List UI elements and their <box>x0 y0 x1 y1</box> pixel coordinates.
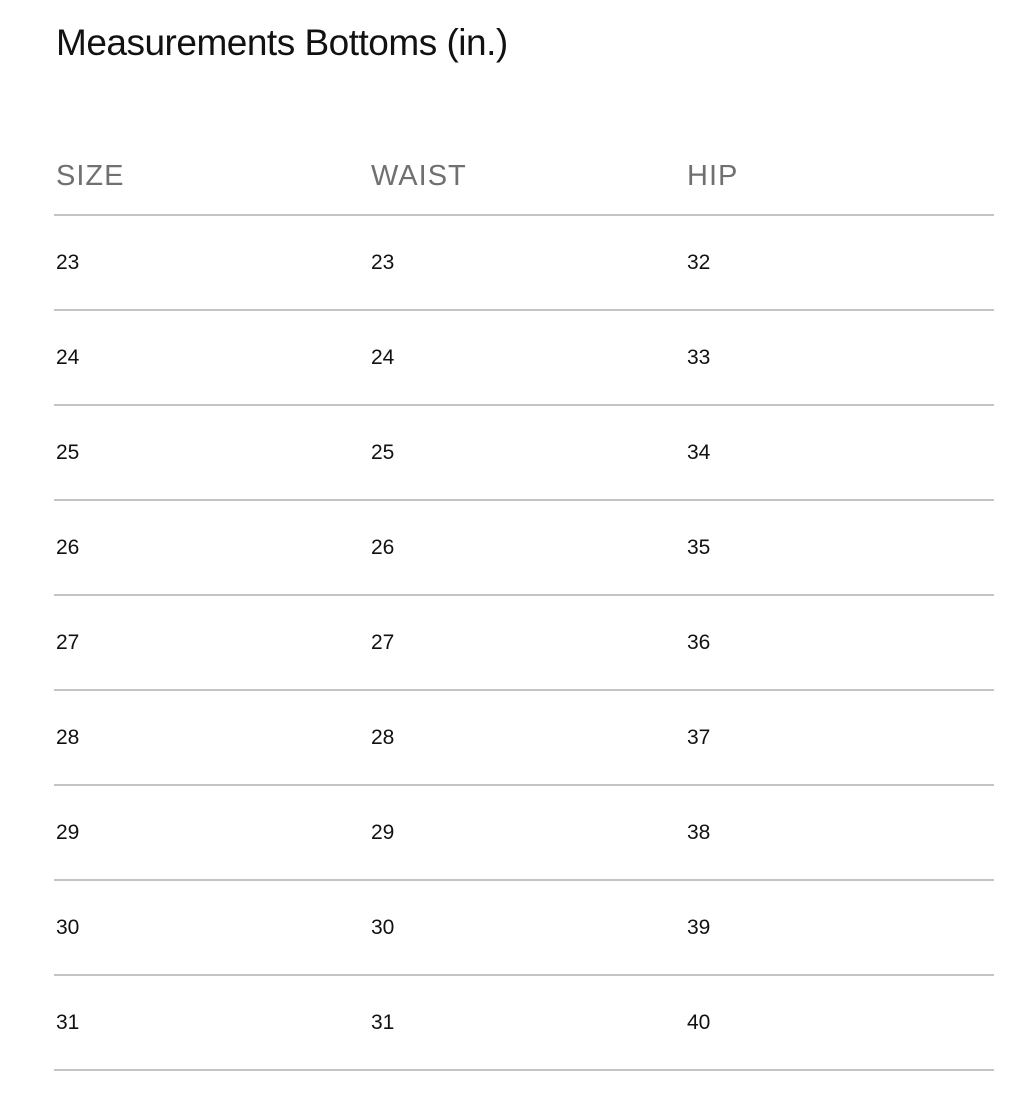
table-row <box>54 310 994 405</box>
hip-cell: 40 <box>687 1010 711 1034</box>
waist-cell: 25 <box>371 440 395 464</box>
table-row <box>54 785 994 880</box>
hip-cell: 36 <box>687 630 711 654</box>
table-row <box>54 880 994 975</box>
hip-cell: 34 <box>687 440 711 464</box>
waist-cell: 29 <box>371 820 395 844</box>
size-cell: 27 <box>56 630 80 654</box>
waist-cell: 27 <box>371 630 395 654</box>
size-cell: 30 <box>56 915 80 939</box>
waist-cell: 23 <box>371 250 395 274</box>
column-header-hip: HIP <box>687 159 739 192</box>
table-row <box>54 975 994 1070</box>
table-row <box>54 500 994 595</box>
column-header-size: SIZE <box>56 159 125 192</box>
table-body <box>54 215 994 1070</box>
hip-cell: 38 <box>687 820 711 844</box>
size-cell: 25 <box>56 440 80 464</box>
header-row <box>54 138 994 215</box>
hip-cell: 32 <box>687 250 711 274</box>
hip-cell: 35 <box>687 535 711 559</box>
waist-cell: 30 <box>371 915 395 939</box>
page-title: Measurements Bottoms (in.) <box>56 22 508 63</box>
table-row <box>54 215 994 310</box>
size-cell: 26 <box>56 535 80 559</box>
hip-cell: 33 <box>687 345 711 369</box>
size-cell: 24 <box>56 345 80 369</box>
size-cell: 23 <box>56 250 80 274</box>
waist-cell: 26 <box>371 535 395 559</box>
waist-cell: 24 <box>371 345 395 369</box>
table-header <box>54 138 994 215</box>
waist-cell: 28 <box>371 725 395 749</box>
measurements-table <box>54 138 994 1071</box>
table-row <box>54 690 994 785</box>
waist-cell: 31 <box>371 1010 395 1034</box>
column-header-waist: WAIST <box>371 159 467 192</box>
table-row <box>54 595 994 690</box>
size-cell: 28 <box>56 725 80 749</box>
size-cell: 31 <box>56 1010 80 1034</box>
size-cell: 29 <box>56 820 80 844</box>
hip-cell: 39 <box>687 915 711 939</box>
table-row <box>54 405 994 500</box>
hip-cell: 37 <box>687 725 711 749</box>
